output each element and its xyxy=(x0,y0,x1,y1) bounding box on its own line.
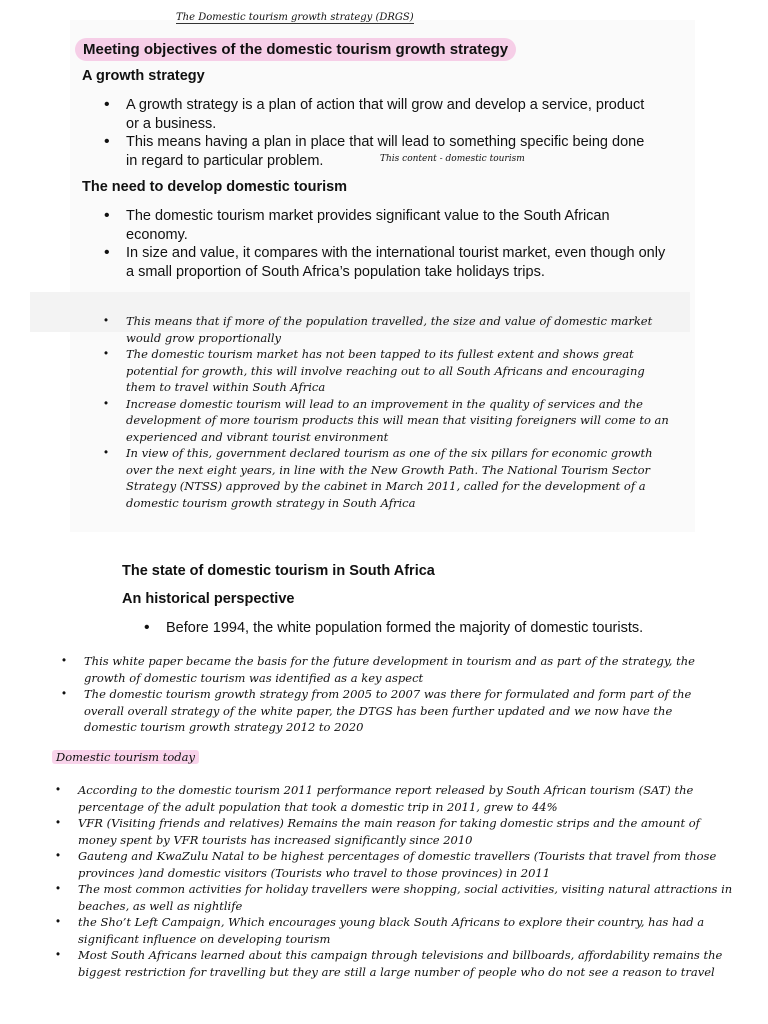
section2-title: The need to develop domestic tourism xyxy=(82,179,348,195)
section1-subtitle: A growth strategy xyxy=(82,68,205,84)
bullet-item: • A growth strategy is a plan of action that will grow and develop a service, product or a business. xyxy=(126,96,646,133)
section2-bullets xyxy=(126,207,666,281)
list-item: • The most common activities for holiday travellers were shopping, social activities, visiting natural attractions in beaches, as well as nightlife xyxy=(78,881,738,914)
bullet-item: • The domestic tourism market provides significant value to the South African economy. xyxy=(126,207,666,244)
list-item: • The domestic tourism market has not been tapped to its fullest extent and shows great potential for growth, this will involve reaching out to all South Africans and encouraging them to travel within South Africa xyxy=(126,346,676,396)
list-item: • Gauteng and KwaZulu Natal to be highest percentages of domestic travellers (Tourists that travel from those provinces )and domestic visitors (Tourists who travel to those provinces) in 2011 xyxy=(78,848,738,881)
bullet-item: • Before 1994, the white population formed the majority of domestic tourists. xyxy=(166,619,686,638)
section4-title: Domestic tourism today xyxy=(52,750,199,764)
section3-bullets xyxy=(166,619,686,638)
section1-title: Meeting objectives of the domestic tourism growth strategy xyxy=(75,38,516,61)
bullet-item: • In size and value, it compares with the international tourist market, even though only a small proportion of South Africa’s population take holidays trips. xyxy=(126,244,666,281)
section3-hand-bullets xyxy=(84,653,714,736)
list-item: • the Sho’t Left Campaign, Which encourages young black South Africans to explore their country, has had a significant influence on developing tourism xyxy=(78,914,738,947)
list-item: • This white paper became the basis for the future development in tourism and as part of the strategy, the growth of domestic tourism was identified as a key aspect xyxy=(84,653,714,686)
document-title: The Domestic tourism growth strategy (DRGS) xyxy=(176,12,414,23)
list-item: • In view of this, government declared tourism as one of the six pillars for economic growth over the next eight years, in line with the New Growth Path. The National Tourism Sector Strategy (NTSS) approved by the cabinet in March 2011, called for the development of a domestic tourism growth strategy in South Africa xyxy=(126,445,676,511)
list-item: • Most South Africans learned about this campaign through televisions and billboards, affordability remains the biggest restriction for travelling but they are still a large number of people who do not see a reason to travel xyxy=(78,947,738,980)
section3-title: The state of domestic tourism in South Africa xyxy=(122,563,435,579)
section3-subtitle: An historical perspective xyxy=(122,591,295,607)
side-note: This content - domestic tourism xyxy=(380,154,525,164)
list-item: • According to the domestic tourism 2011 performance report released by South African tourism (SAT) the percentage of the adult population that took a domestic trip in 2011, grew to 44% xyxy=(78,782,738,815)
section2-hand-bullets xyxy=(126,313,676,511)
list-item: • This means that if more of the population travelled, the size and value of domestic market would grow proportionally xyxy=(126,313,676,346)
list-item: • The domestic tourism growth strategy from 2005 to 2007 was there for formulated and form part of the overall overall strategy of the white paper, the DTGS has been further updated and we now have the domestic tourism growth strategy 2012 to 2020 xyxy=(84,686,714,736)
list-item: • VFR (Visiting friends and relatives) Remains the main reason for taking domestic strips and the amount of money spent by VFR tourists has increased significantly since 2010 xyxy=(78,815,738,848)
section4-hand-bullets xyxy=(78,782,738,980)
list-item: • Increase domestic tourism will lead to an improvement in the quality of services and the development of more tourism products this will mean that visiting foreigners will come to an experienced and vibrant tourist environment xyxy=(126,396,676,446)
bullet-item: • This means having a plan in place that will lead to something specific being done in regard to particular problem. xyxy=(126,133,646,170)
